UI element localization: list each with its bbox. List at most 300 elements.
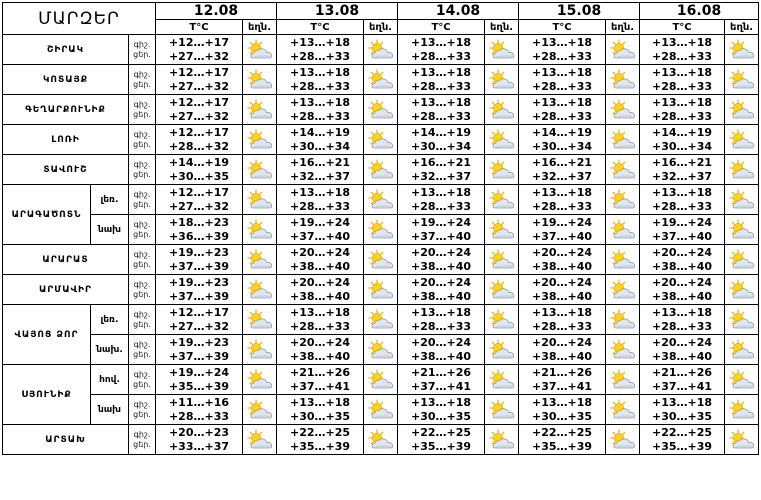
temperature-cell bbox=[519, 395, 606, 425]
temperature-cell bbox=[156, 95, 243, 125]
date-header: 12.08 bbox=[156, 3, 277, 20]
temp-range-low: +13…+18 bbox=[289, 35, 351, 49]
temperature-cell bbox=[156, 395, 243, 425]
weather-cell bbox=[485, 215, 519, 245]
day-label: ցեր. bbox=[133, 229, 151, 239]
temp-range-low: +20…+24 bbox=[652, 335, 713, 349]
temp-range-high: +28…+33 bbox=[289, 79, 351, 93]
temp-range-high: +28…+33 bbox=[289, 319, 351, 333]
temperature-cell bbox=[277, 215, 364, 245]
partly-cloudy-sun-icon bbox=[364, 309, 397, 331]
weather-cell bbox=[606, 95, 640, 125]
temperature-cell bbox=[640, 215, 725, 245]
temp-range-low: +13…+18 bbox=[532, 395, 593, 409]
temperature-cell bbox=[519, 425, 606, 455]
temperature-cell bbox=[519, 275, 606, 305]
region-name: ՎԱՅՈՑ ՁՈՐ bbox=[3, 305, 91, 365]
temp-range-low: +13…+18 bbox=[532, 35, 593, 49]
temperature-cell bbox=[519, 335, 606, 365]
temp-range-low: +12…+17 bbox=[168, 305, 230, 319]
corner-header: ՄԱՐԶԵՐ bbox=[3, 3, 156, 35]
night-label: գիշ. bbox=[133, 99, 151, 109]
temp-range-high: +35…+39 bbox=[289, 439, 351, 453]
weather-cell bbox=[364, 335, 398, 365]
temp-range-low: +19…+24 bbox=[289, 215, 351, 229]
weather-header: եղն. bbox=[243, 20, 277, 35]
temp-range-high: +38…+40 bbox=[532, 349, 593, 363]
temp-range-low: +13…+18 bbox=[289, 305, 351, 319]
temperature-cell bbox=[519, 185, 606, 215]
partly-cloudy-sun-icon bbox=[243, 129, 276, 151]
weather-cell bbox=[725, 335, 759, 365]
temp-range-low: +13…+18 bbox=[652, 35, 713, 49]
temp-range-low: +16…+21 bbox=[532, 155, 593, 169]
temp-range-low: +13…+18 bbox=[411, 305, 472, 319]
temp-unit-header: T°C bbox=[519, 20, 606, 35]
temp-range-high: +28…+33 bbox=[652, 319, 713, 333]
temp-range-low: +13…+18 bbox=[532, 305, 593, 319]
temp-range-high: +30…+35 bbox=[652, 409, 713, 423]
table-row bbox=[3, 425, 759, 455]
temperature-cell bbox=[156, 275, 243, 305]
weather-cell bbox=[606, 185, 640, 215]
temp-range-high: +37…+41 bbox=[411, 379, 472, 393]
subzone-label: նախ. bbox=[91, 335, 129, 365]
table-row bbox=[3, 275, 759, 305]
subzone-label: հով. bbox=[91, 365, 129, 395]
partly-cloudy-sun-icon bbox=[364, 429, 397, 451]
partly-cloudy-sun-icon bbox=[606, 249, 639, 271]
day-label: ցեր. bbox=[133, 439, 151, 449]
temperature-cell bbox=[640, 125, 725, 155]
weather-cell bbox=[606, 215, 640, 245]
weather-cell bbox=[364, 65, 398, 95]
night-label: գիշ. bbox=[133, 129, 151, 139]
temperature-cell bbox=[398, 215, 485, 245]
partly-cloudy-sun-icon bbox=[485, 369, 518, 391]
table-row bbox=[3, 155, 759, 185]
weather-cell bbox=[725, 275, 759, 305]
temp-range-high: +37…+41 bbox=[652, 379, 713, 393]
temperature-cell bbox=[277, 35, 364, 65]
temperature-cell bbox=[640, 155, 725, 185]
temperature-cell bbox=[640, 65, 725, 95]
weather-cell bbox=[725, 305, 759, 335]
partly-cloudy-sun-icon bbox=[725, 279, 758, 301]
weather-cell bbox=[243, 395, 277, 425]
temp-range-high: +30…+35 bbox=[289, 409, 351, 423]
temp-range-high: +28…+33 bbox=[652, 79, 713, 93]
weather-cell bbox=[364, 35, 398, 65]
temperature-cell bbox=[277, 395, 364, 425]
weather-cell bbox=[485, 335, 519, 365]
night-label: գիշ. bbox=[133, 399, 151, 409]
temperature-cell bbox=[398, 425, 485, 455]
day-label: ցեր. bbox=[133, 199, 151, 209]
day-label: ցեր. bbox=[133, 409, 151, 419]
partly-cloudy-sun-icon bbox=[485, 39, 518, 61]
weather-cell bbox=[243, 35, 277, 65]
temp-range-high: +27…+32 bbox=[168, 49, 230, 63]
weather-cell bbox=[606, 335, 640, 365]
night-label: գիշ. bbox=[133, 279, 151, 289]
temp-range-low: +20…+24 bbox=[532, 335, 593, 349]
weather-cell bbox=[364, 305, 398, 335]
temp-range-high: +28…+32 bbox=[168, 139, 230, 153]
temp-range-high: +28…+33 bbox=[532, 49, 593, 63]
time-of-day-labels bbox=[129, 65, 156, 95]
region-name: ԳԵՂԱՐՔՈՒՆԻՔ bbox=[3, 95, 129, 125]
temperature-cell bbox=[156, 425, 243, 455]
temp-range-low: +19…+24 bbox=[652, 215, 713, 229]
weather-cell bbox=[485, 95, 519, 125]
temperature-cell bbox=[398, 245, 485, 275]
partly-cloudy-sun-icon bbox=[243, 69, 276, 91]
partly-cloudy-sun-icon bbox=[364, 69, 397, 91]
partly-cloudy-sun-icon bbox=[725, 399, 758, 421]
temp-range-low: +11…+16 bbox=[168, 395, 230, 409]
date-header: 15.08 bbox=[519, 3, 640, 20]
partly-cloudy-sun-icon bbox=[485, 429, 518, 451]
temp-range-high: +38…+40 bbox=[411, 289, 472, 303]
night-label: գիշ. bbox=[133, 429, 151, 439]
temp-range-low: +22…+25 bbox=[411, 425, 472, 439]
temp-range-high: +28…+33 bbox=[289, 199, 351, 213]
partly-cloudy-sun-icon bbox=[243, 279, 276, 301]
weather-cell bbox=[606, 305, 640, 335]
temp-range-low: +22…+25 bbox=[532, 425, 593, 439]
temp-range-low: +12…+17 bbox=[168, 35, 230, 49]
temp-range-low: +18…+23 bbox=[168, 215, 230, 229]
table-row bbox=[3, 395, 759, 425]
temp-range-low: +13…+18 bbox=[532, 185, 593, 199]
temp-range-low: +19…+23 bbox=[168, 245, 230, 259]
temperature-cell bbox=[640, 425, 725, 455]
partly-cloudy-sun-icon bbox=[364, 339, 397, 361]
day-label: ցեր. bbox=[133, 259, 151, 269]
weather-cell bbox=[485, 395, 519, 425]
temp-unit-header: T°C bbox=[277, 20, 364, 35]
partly-cloudy-sun-icon bbox=[364, 129, 397, 151]
partly-cloudy-sun-icon bbox=[485, 69, 518, 91]
temp-range-high: +27…+32 bbox=[168, 79, 230, 93]
temp-range-low: +16…+21 bbox=[289, 155, 351, 169]
partly-cloudy-sun-icon bbox=[725, 339, 758, 361]
temp-range-low: +13…+18 bbox=[652, 95, 713, 109]
table-row bbox=[3, 245, 759, 275]
region-name: ՍՅՈՒՆԻՔ bbox=[3, 365, 91, 425]
partly-cloudy-sun-icon bbox=[364, 249, 397, 271]
temperature-cell bbox=[156, 215, 243, 245]
temperature-cell bbox=[398, 275, 485, 305]
temp-range-high: +37…+39 bbox=[168, 349, 230, 363]
temp-range-low: +19…+23 bbox=[168, 335, 230, 349]
temperature-cell bbox=[277, 125, 364, 155]
temp-range-low: +13…+18 bbox=[411, 95, 472, 109]
weather-cell bbox=[364, 365, 398, 395]
weather-header: եղն. bbox=[485, 20, 519, 35]
weather-cell bbox=[606, 65, 640, 95]
temp-range-high: +28…+33 bbox=[168, 409, 230, 423]
temperature-cell bbox=[156, 365, 243, 395]
date-header: 16.08 bbox=[640, 3, 759, 20]
weather-cell bbox=[725, 425, 759, 455]
weather-cell bbox=[364, 275, 398, 305]
temp-range-low: +14…+19 bbox=[652, 125, 713, 139]
region-name: ԱՐՏԱԽ bbox=[3, 425, 129, 455]
partly-cloudy-sun-icon bbox=[725, 309, 758, 331]
temp-range-high: +37…+39 bbox=[168, 289, 230, 303]
day-label: ցեր. bbox=[133, 319, 151, 329]
temp-range-high: +28…+33 bbox=[652, 199, 713, 213]
partly-cloudy-sun-icon bbox=[243, 429, 276, 451]
date-header: 13.08 bbox=[277, 3, 398, 20]
weather-cell bbox=[725, 125, 759, 155]
weather-cell bbox=[485, 365, 519, 395]
temp-range-high: +38…+40 bbox=[532, 289, 593, 303]
temp-range-high: +35…+39 bbox=[168, 379, 230, 393]
weather-header: եղն. bbox=[606, 20, 640, 35]
weather-cell bbox=[364, 185, 398, 215]
night-label: գիշ. bbox=[133, 159, 151, 169]
temp-unit-header: T°C bbox=[156, 20, 243, 35]
temp-range-high: +38…+40 bbox=[652, 259, 713, 273]
weather-cell bbox=[243, 305, 277, 335]
partly-cloudy-sun-icon bbox=[725, 249, 758, 271]
weather-cell bbox=[485, 305, 519, 335]
partly-cloudy-sun-icon bbox=[606, 399, 639, 421]
night-label: գիշ. bbox=[133, 189, 151, 199]
temp-range-high: +38…+40 bbox=[652, 349, 713, 363]
day-label: ցեր. bbox=[133, 49, 151, 59]
weather-cell bbox=[364, 215, 398, 245]
partly-cloudy-sun-icon bbox=[243, 249, 276, 271]
partly-cloudy-sun-icon bbox=[243, 159, 276, 181]
temp-range-high: +30…+34 bbox=[652, 139, 713, 153]
day-label: ցեր. bbox=[133, 139, 151, 149]
temp-range-low: +20…+24 bbox=[411, 245, 472, 259]
temperature-cell bbox=[398, 335, 485, 365]
temperature-cell bbox=[640, 395, 725, 425]
partly-cloudy-sun-icon bbox=[606, 39, 639, 61]
weather-cell bbox=[364, 125, 398, 155]
temp-range-low: +13…+18 bbox=[652, 185, 713, 199]
temp-range-high: +28…+33 bbox=[532, 79, 593, 93]
partly-cloudy-sun-icon bbox=[485, 309, 518, 331]
temperature-cell bbox=[398, 185, 485, 215]
temp-range-low: +20…+24 bbox=[532, 245, 593, 259]
region-name: ԼՈՌԻ bbox=[3, 125, 129, 155]
temp-range-low: +12…+17 bbox=[168, 95, 230, 109]
partly-cloudy-sun-icon bbox=[485, 339, 518, 361]
temperature-cell bbox=[277, 365, 364, 395]
forecast-table bbox=[2, 2, 759, 455]
weather-cell bbox=[725, 155, 759, 185]
partly-cloudy-sun-icon bbox=[364, 39, 397, 61]
time-of-day-labels bbox=[129, 425, 156, 455]
temp-range-high: +28…+33 bbox=[532, 319, 593, 333]
temperature-cell bbox=[519, 155, 606, 185]
region-name: ԱՐՄԱՎԻՐ bbox=[3, 275, 129, 305]
table-row bbox=[3, 335, 759, 365]
partly-cloudy-sun-icon bbox=[364, 159, 397, 181]
weather-cell bbox=[243, 365, 277, 395]
partly-cloudy-sun-icon bbox=[243, 309, 276, 331]
weather-cell bbox=[725, 185, 759, 215]
temp-range-high: +28…+33 bbox=[289, 109, 351, 123]
region-name: ՏԱՎՈՒՇ bbox=[3, 155, 129, 185]
temperature-cell bbox=[277, 275, 364, 305]
weather-cell bbox=[243, 185, 277, 215]
temp-range-high: +37…+39 bbox=[168, 259, 230, 273]
temp-range-low: +21…+26 bbox=[532, 365, 593, 379]
temp-range-high: +30…+34 bbox=[411, 139, 472, 153]
temperature-cell bbox=[156, 65, 243, 95]
weather-cell bbox=[364, 245, 398, 275]
night-label: գիշ. bbox=[133, 339, 151, 349]
weather-cell bbox=[364, 95, 398, 125]
table-row bbox=[3, 65, 759, 95]
temp-range-high: +37…+41 bbox=[289, 379, 351, 393]
partly-cloudy-sun-icon bbox=[725, 219, 758, 241]
temp-range-high: +28…+33 bbox=[532, 199, 593, 213]
partly-cloudy-sun-icon bbox=[364, 399, 397, 421]
temp-range-low: +13…+18 bbox=[411, 65, 472, 79]
temp-range-low: +13…+18 bbox=[289, 185, 351, 199]
temp-range-low: +20…+24 bbox=[411, 335, 472, 349]
weather-header: եղն. bbox=[364, 20, 398, 35]
temperature-cell bbox=[398, 125, 485, 155]
weather-cell bbox=[725, 215, 759, 245]
weather-cell bbox=[606, 395, 640, 425]
temp-range-low: +20…+24 bbox=[289, 335, 351, 349]
temp-range-low: +13…+18 bbox=[411, 395, 472, 409]
partly-cloudy-sun-icon bbox=[606, 189, 639, 211]
temperature-cell bbox=[398, 395, 485, 425]
weather-cell bbox=[243, 215, 277, 245]
partly-cloudy-sun-icon bbox=[243, 219, 276, 241]
weather-cell bbox=[243, 155, 277, 185]
temp-range-low: +12…+17 bbox=[168, 185, 230, 199]
temperature-cell bbox=[519, 95, 606, 125]
temperature-cell bbox=[519, 125, 606, 155]
temp-range-high: +38…+40 bbox=[652, 289, 713, 303]
time-of-day-labels bbox=[129, 365, 156, 395]
temp-range-low: +13…+18 bbox=[411, 35, 472, 49]
temp-range-high: +32…+37 bbox=[652, 169, 713, 183]
temp-range-high: +37…+40 bbox=[532, 229, 593, 243]
temp-range-high: +27…+32 bbox=[168, 199, 230, 213]
temperature-cell bbox=[398, 65, 485, 95]
partly-cloudy-sun-icon bbox=[725, 189, 758, 211]
partly-cloudy-sun-icon bbox=[485, 249, 518, 271]
temp-range-low: +21…+26 bbox=[652, 365, 713, 379]
partly-cloudy-sun-icon bbox=[606, 129, 639, 151]
partly-cloudy-sun-icon bbox=[364, 279, 397, 301]
temp-range-low: +20…+24 bbox=[652, 275, 713, 289]
temperature-cell bbox=[277, 245, 364, 275]
temp-range-high: +38…+40 bbox=[289, 349, 351, 363]
temperature-cell bbox=[277, 65, 364, 95]
temp-range-low: +13…+18 bbox=[289, 65, 351, 79]
day-label: ցեր. bbox=[133, 109, 151, 119]
temperature-cell bbox=[519, 365, 606, 395]
partly-cloudy-sun-icon bbox=[243, 39, 276, 61]
weather-cell bbox=[485, 275, 519, 305]
temp-range-high: +30…+34 bbox=[532, 139, 593, 153]
temp-range-high: +27…+32 bbox=[168, 319, 230, 333]
partly-cloudy-sun-icon bbox=[725, 159, 758, 181]
temp-range-high: +35…+39 bbox=[652, 439, 713, 453]
temperature-cell bbox=[277, 335, 364, 365]
table-row bbox=[3, 35, 759, 65]
weather-cell bbox=[725, 35, 759, 65]
partly-cloudy-sun-icon bbox=[606, 159, 639, 181]
weather-cell bbox=[606, 365, 640, 395]
temperature-cell bbox=[277, 305, 364, 335]
temp-range-high: +38…+40 bbox=[289, 289, 351, 303]
table-row bbox=[3, 215, 759, 245]
temp-range-high: +28…+33 bbox=[411, 199, 472, 213]
partly-cloudy-sun-icon bbox=[243, 339, 276, 361]
partly-cloudy-sun-icon bbox=[485, 99, 518, 121]
temp-range-high: +28…+33 bbox=[652, 109, 713, 123]
weather-cell bbox=[485, 65, 519, 95]
temp-range-low: +13…+18 bbox=[289, 95, 351, 109]
temp-range-high: +32…+37 bbox=[411, 169, 472, 183]
temperature-cell bbox=[640, 275, 725, 305]
weather-cell bbox=[606, 125, 640, 155]
region-name: ՇԻՐԱԿ bbox=[3, 35, 129, 65]
temp-range-low: +20…+24 bbox=[289, 275, 351, 289]
partly-cloudy-sun-icon bbox=[725, 69, 758, 91]
temp-range-low: +16…+21 bbox=[411, 155, 472, 169]
night-label: գիշ. bbox=[133, 309, 151, 319]
partly-cloudy-sun-icon bbox=[485, 189, 518, 211]
partly-cloudy-sun-icon bbox=[243, 189, 276, 211]
date-header: 14.08 bbox=[398, 3, 519, 20]
partly-cloudy-sun-icon bbox=[725, 429, 758, 451]
weather-cell bbox=[364, 155, 398, 185]
weather-cell bbox=[485, 425, 519, 455]
temp-range-low: +13…+18 bbox=[532, 65, 593, 79]
temperature-cell bbox=[519, 215, 606, 245]
partly-cloudy-sun-icon bbox=[606, 219, 639, 241]
date-header-row bbox=[3, 3, 759, 20]
night-label: գիշ. bbox=[133, 69, 151, 79]
table-row bbox=[3, 365, 759, 395]
partly-cloudy-sun-icon bbox=[364, 219, 397, 241]
day-label: ցեր. bbox=[133, 349, 151, 359]
day-label: ցեր. bbox=[133, 169, 151, 179]
weather-cell bbox=[725, 395, 759, 425]
time-of-day-labels bbox=[129, 215, 156, 245]
partly-cloudy-sun-icon bbox=[606, 309, 639, 331]
temp-range-high: +30…+35 bbox=[411, 409, 472, 423]
night-label: գիշ. bbox=[133, 369, 151, 379]
table-row bbox=[3, 305, 759, 335]
weather-cell bbox=[606, 155, 640, 185]
region-name: ԱՐԱԳԱԾՈՏՆ bbox=[3, 185, 91, 245]
temperature-cell bbox=[519, 35, 606, 65]
temperature-cell bbox=[398, 365, 485, 395]
partly-cloudy-sun-icon bbox=[606, 369, 639, 391]
temperature-cell bbox=[398, 95, 485, 125]
time-of-day-labels bbox=[129, 125, 156, 155]
temperature-cell bbox=[398, 305, 485, 335]
temperature-cell bbox=[398, 35, 485, 65]
temp-range-high: +30…+34 bbox=[289, 139, 351, 153]
